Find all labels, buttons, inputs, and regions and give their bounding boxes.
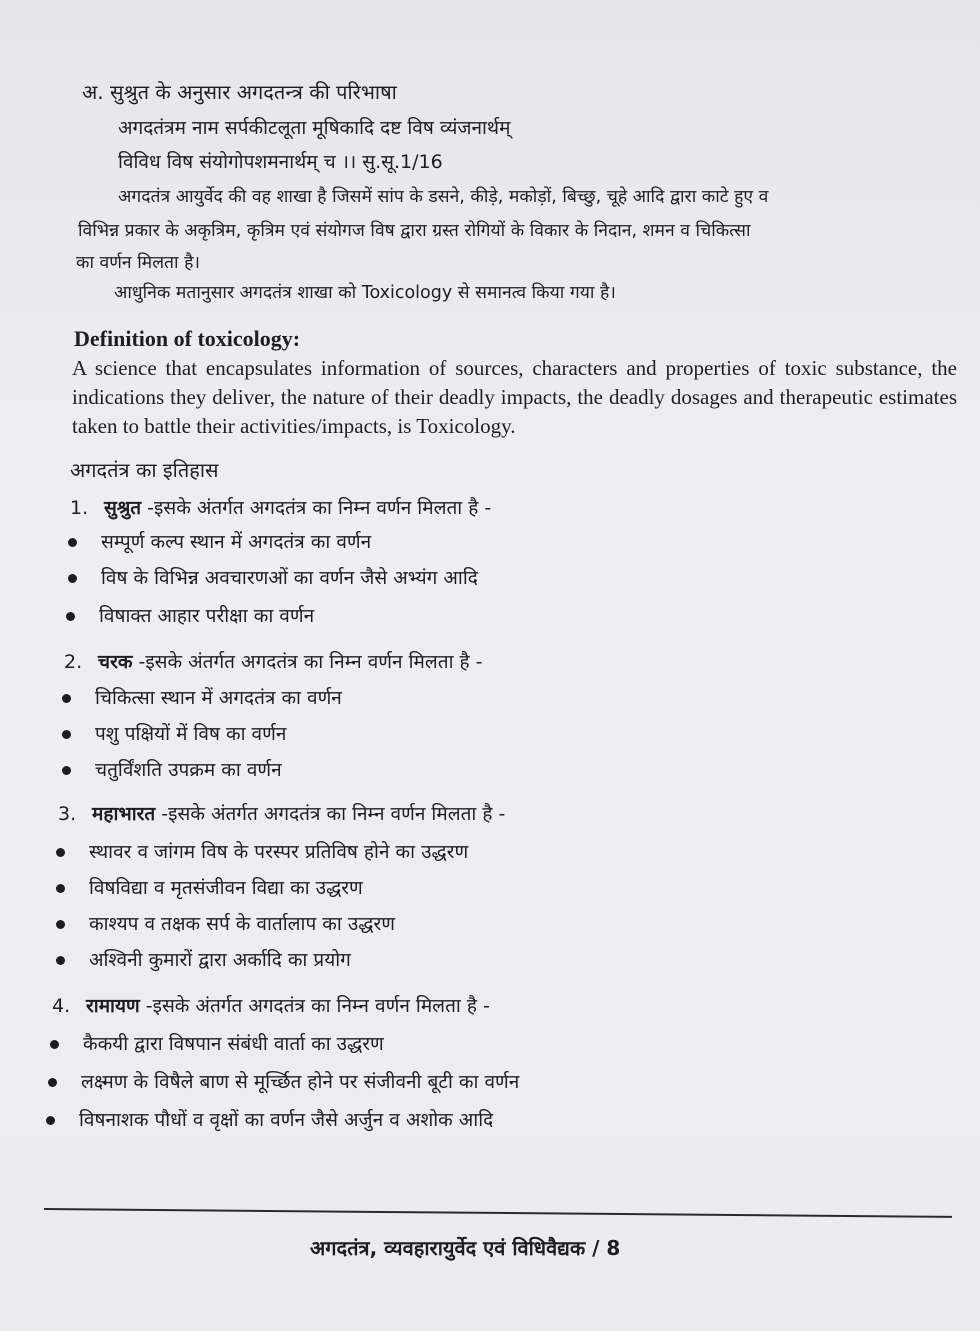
bullet-icon (68, 574, 77, 583)
page-footer: अगदतंत्र, व्यवहारायुर्वेद एवं विधिवैद्यक / 8 (310, 1236, 621, 1260)
paragraph-2: आधुनिक मतानुसार अगदतंत्र शाखा को Toxicology से समानत्व किया गया है। (114, 283, 616, 303)
bullet-icon (62, 694, 71, 703)
list-item: विषाक्त आहार परीक्षा का वर्णन (66, 602, 314, 628)
bullet-icon (56, 848, 65, 857)
item-name: महाभारत (92, 803, 156, 825)
item-name: सुश्रुत (104, 497, 142, 519)
item-name: चरक (98, 651, 133, 673)
list-item: विष के विभिन्न अवचारणओं का वर्णन जैसे अभ्यंग आदि (68, 564, 478, 590)
list-item: लक्ष्मण के विषैले बाण से मूर्च्छित होने पर संजीवनी बूटी का वर्णन (48, 1068, 519, 1094)
history-item-4 (52, 992, 490, 1018)
verse-line-2: विविध विष संयोगोपशमनार्थम् च ।। सु.सू.1/16 (118, 151, 443, 173)
list-item: विषविद्या व मृतसंजीवन विद्या का उद्धरण (56, 874, 363, 900)
bullet-icon (48, 1078, 57, 1087)
bullet-icon (56, 920, 65, 929)
definition-body: A science that encapsulates information of sources, characters and properties of toxic substance, the indications they deliver, the nature of their deadly impacts, the deadly dosages and therapeutic estimates taken to battle their activities/impacts, is Toxicology. (72, 356, 957, 438)
item-description: -इसके अंतर्गत अगदतंत्र का निम्न वर्णन मिलता है - (141, 497, 492, 519)
list-item: पशु पक्षियों में विष का वर्णन (62, 720, 286, 746)
bullet-icon (66, 612, 75, 621)
paragraph-1-line-2: विभिन्न प्रकार के अकृत्रिम, कृत्रिम एवं संयोगज विष द्वारा ग्रस्त रोगियों के विकार के निदान, शमन व चिकित्सा (78, 221, 751, 241)
bullet-icon (56, 956, 65, 965)
footer-divider (44, 1208, 952, 1218)
history-item-1 (70, 494, 491, 520)
bullet-icon (50, 1040, 59, 1049)
list-item: स्थावर व जांगम विष के परस्पर प्रतिविष होने का उद्धरण (56, 838, 468, 864)
item-description: -इसके अंतर्गत अगदतंत्र का निम्न वर्णन मिलता है - (155, 803, 506, 825)
bullet-icon (68, 538, 77, 547)
bullet-icon (62, 766, 71, 775)
history-item-3 (58, 800, 505, 826)
item-number: 4. (52, 995, 71, 1017)
definition-title: Definition of toxicology: (74, 326, 301, 351)
history-item-2 (64, 648, 483, 674)
bullet-icon (56, 884, 65, 893)
paragraph-1-line-3: का वर्णन मिलता है। (76, 253, 201, 273)
list-item: चिकित्सा स्थान में अगदतंत्र का वर्णन (62, 684, 342, 710)
list-item: विषनाशक पौधों व वृक्षों का वर्णन जैसे अर्जुन व अशोक आदि (46, 1106, 493, 1132)
bullet-icon (46, 1116, 55, 1125)
list-item: सम्पूर्ण कल्प स्थान में अगदतंत्र का वर्णन (68, 528, 371, 554)
item-number: 1. (70, 497, 89, 519)
item-description: -इसके अंतर्गत अगदतंत्र का निम्न वर्णन मिलता है - (132, 651, 483, 673)
list-item: अश्विनी कुमारों द्वारा अर्कादि का प्रयोग (56, 946, 351, 972)
list-item: चतुर्विंशति उपक्रम का वर्णन (62, 756, 282, 782)
verse-line-1: अगदतंत्रम नाम सर्पकीटलूता मूषिकादि दष्ट विष व्यंजनार्थम् (118, 117, 511, 139)
item-description: -इसके अंतर्गत अगदतंत्र का निम्न वर्णन मिलता है - (139, 995, 490, 1017)
section-a-title: अ. सुश्रुत के अनुसार अगदतन्त्र की परिभाषा (82, 80, 397, 104)
paragraph-1-line-1: अगदतंत्र आयुर्वेद की वह शाखा है जिसमें सांप के डसने, कीड़े, मकोड़ों, बिच्छु, चूहे आदि द्वारा काटे हुए व (118, 187, 769, 207)
item-number: 2. (64, 651, 83, 673)
item-number: 3. (58, 803, 77, 825)
list-item: काश्यप व तक्षक सर्प के वार्तालाप का उद्धरण (56, 910, 395, 936)
history-title: अगदतंत्र का इतिहास (70, 458, 219, 482)
bullet-icon (62, 730, 71, 739)
item-name: रामायण (86, 995, 140, 1017)
list-item: कैकयी द्वारा विषपान संबंधी वार्ता का उद्धरण (50, 1030, 384, 1056)
